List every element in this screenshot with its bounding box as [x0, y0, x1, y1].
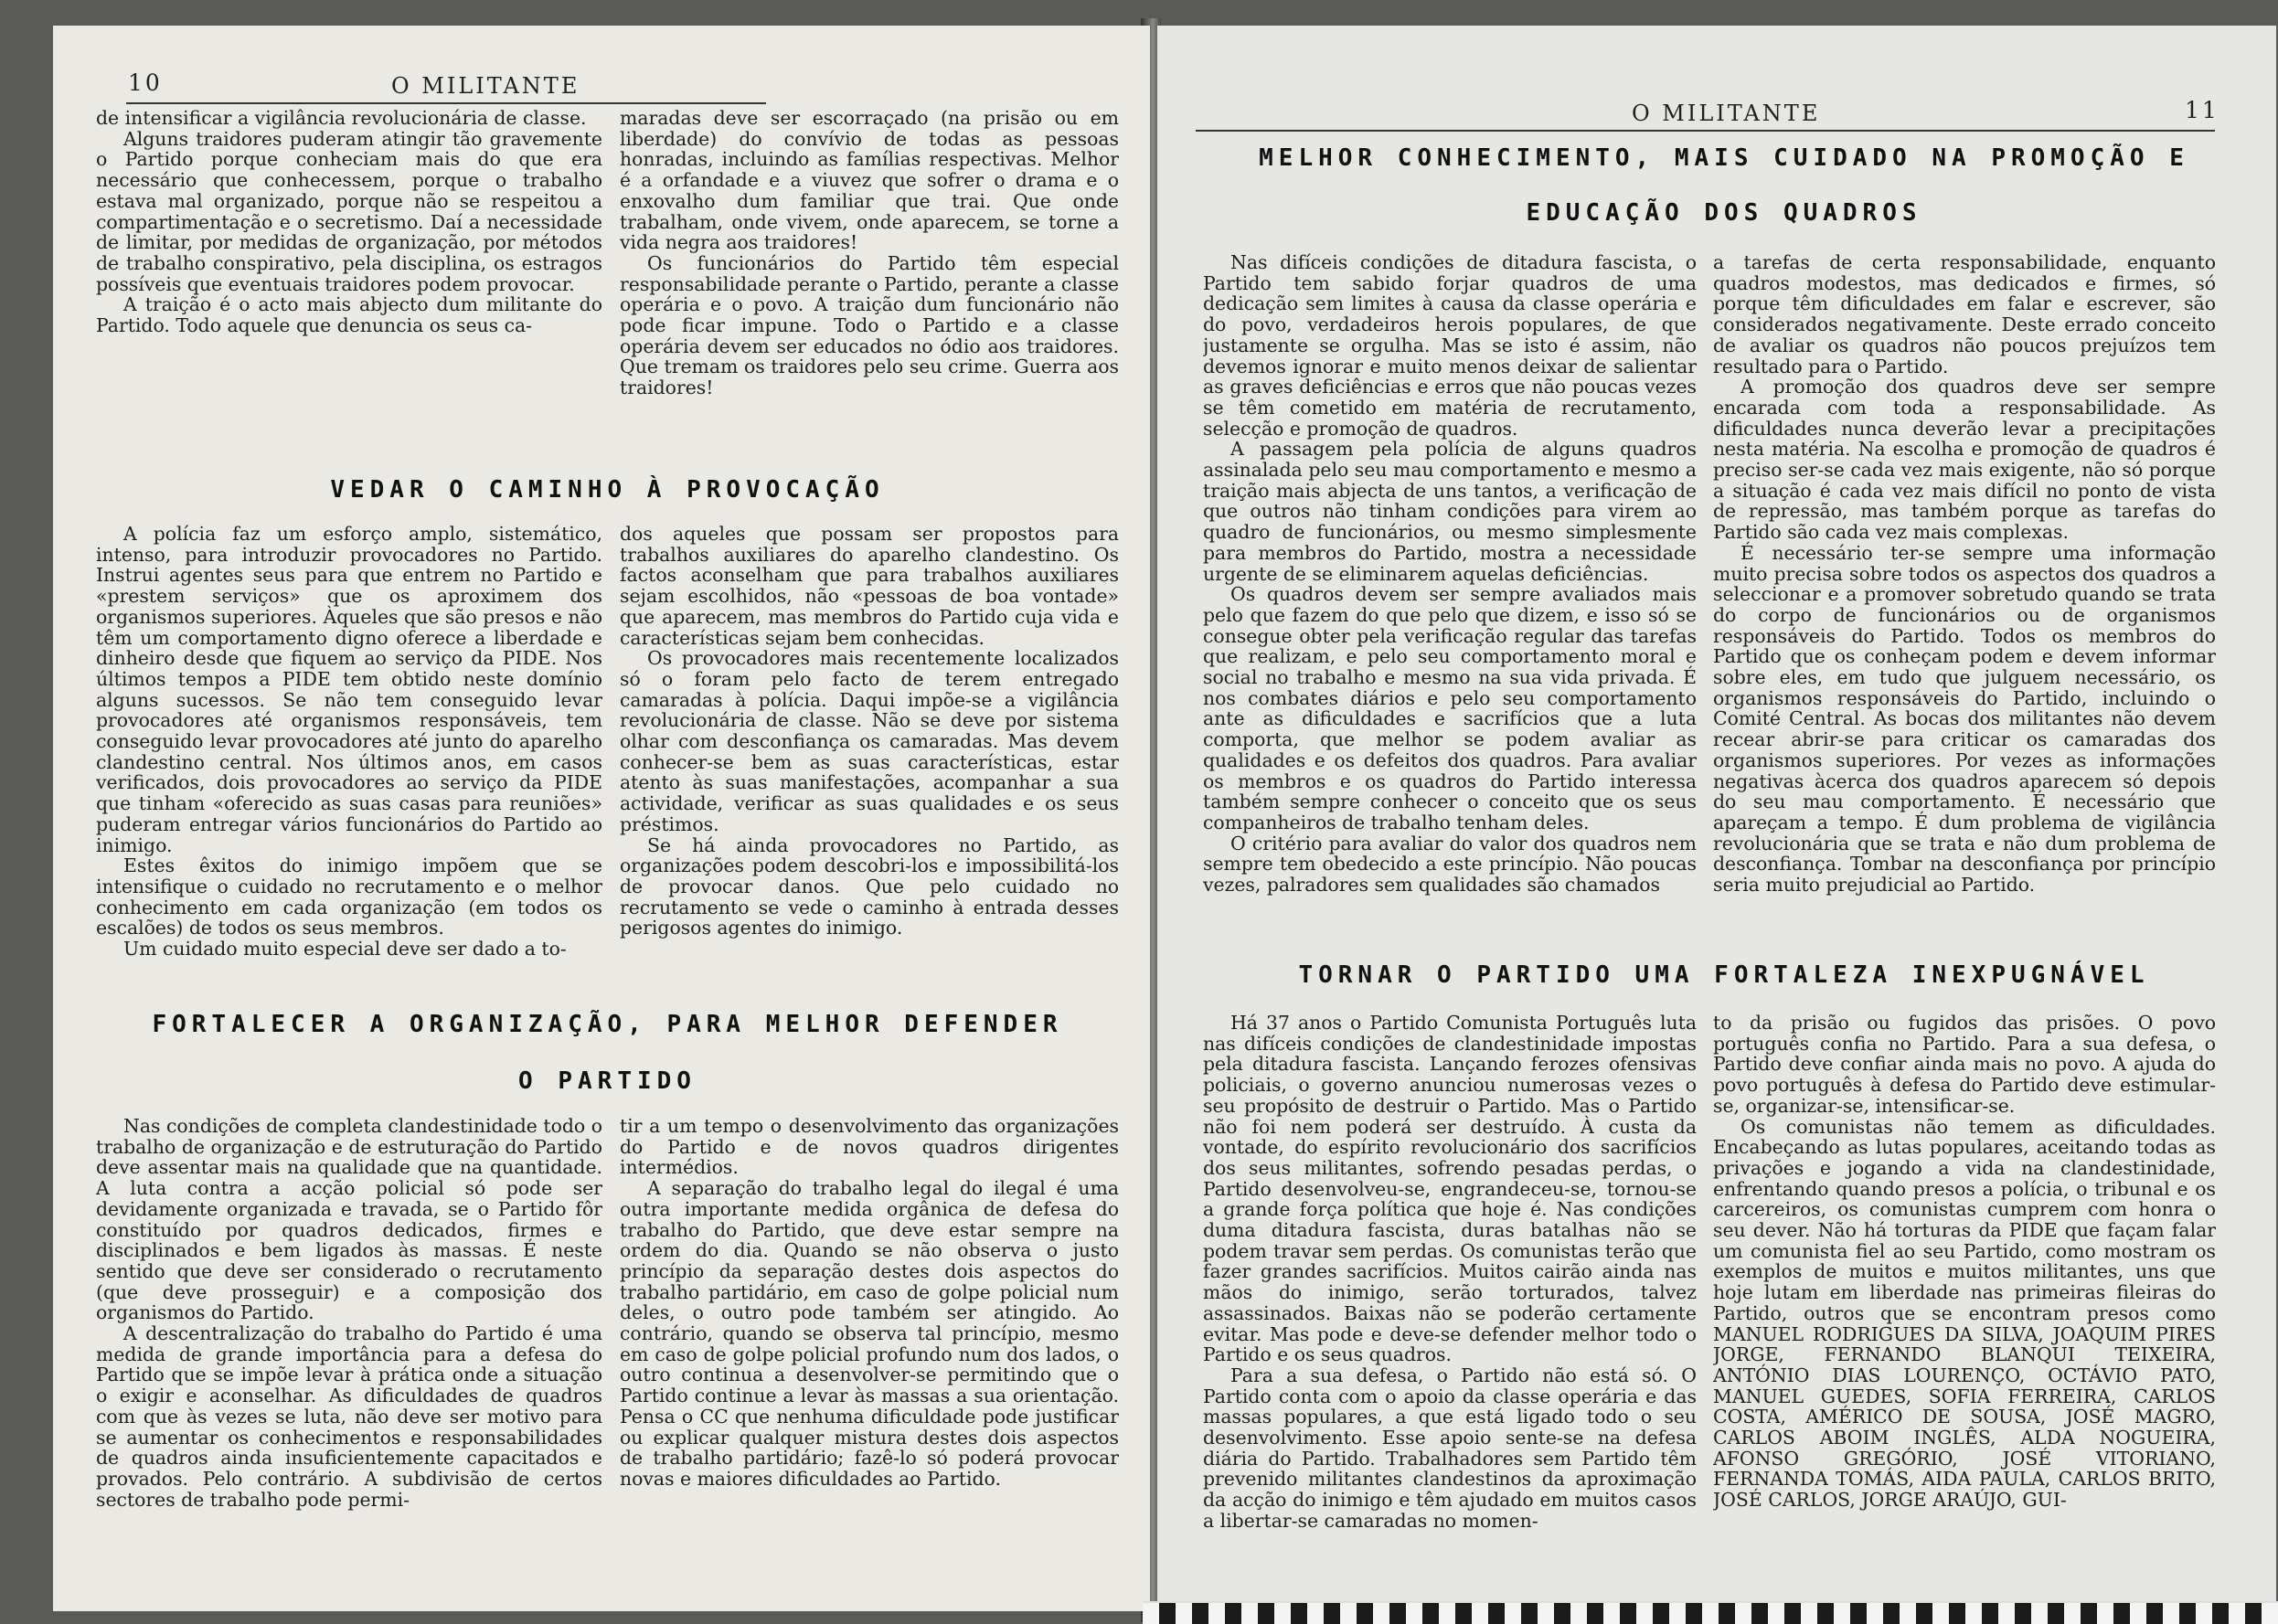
- paragraph: A passagem pela polícia de alguns quadros assinalada pelo seu mau comportamento e mesmo a traição mais abjecta de uns tantos, a verificação de que outros não tinham condições para virem ao quadro de funcionários, ou mesmo simplesmente para membros do Partido, mostra a necessidade urgente de se eliminarem aquelas deficiências.: [1203, 438, 1697, 585]
- paragraph: A traição é o acto mais abjecto dum militante do Partido. Todo aquele que denuncia os seus ca-: [96, 293, 602, 337]
- section-heading: TORNAR O PARTIDO UMA FORTALEZA INEXPUGNÁVEL: [1298, 961, 2150, 989]
- column-text: [96, 108, 602, 437]
- section-heading-line2: O PARTIDO: [518, 1067, 697, 1095]
- paragraph: Os provocadores mais recentemente localizados só o foram pelo facto de terem entregado camaradas à polícia. Daqui impõe-se a vigilância revolucionária de classe. Não se deve por sistema olhar com desconfiança os camaradas. Mas devem conhecer-se bem as suas características, estar atento às suas manifestações, acompanhar a sua actividade, verificar as suas qualidades e os seus préstimos.: [620, 647, 1119, 835]
- column-text: [96, 1116, 602, 1591]
- section-heading: VEDAR O CAMINHO À PROVOCAÇÃO: [330, 476, 885, 504]
- section-heading: MELHOR CONHECIMENTO, MAIS CUIDADO NA PROMOÇÃO E: [1259, 144, 2189, 172]
- paragraph: A polícia faz um esforço amplo, sistemático, intenso, para introduzir provocadores no Partido. Instrui agentes seus para que entrem no Partido e «prestem serviços» que os aproximem dos organismos superiores. Àqueles que são presos e não têm um comportamento digno oferece a liberdade e dinheiro desde que fiquem ao serviço da PIDE. Nos últimos tempos a PIDE tem obtido neste domínio alguns sucessos. Se não tem conseguido levar provocadores até organismos responsáveis, tem conseguido levar provocadores até junto do aparelho clandestino central. Nos últimos anos, em casos verificados, dois provocadores ao serviço da PIDE que tinham «oferecido as suas casas para reuniões» puderam entregar vários funcionários do Partido ao inimigo.: [96, 524, 602, 856]
- running-header-left: [126, 69, 766, 104]
- section-heading-line2: EDUCAÇÃO DOS QUADROS: [1526, 199, 1922, 227]
- section-heading: FORTALECER A ORGANIZAÇÃO, PARA MELHOR DEFENDER: [152, 1011, 1063, 1038]
- column-text: [620, 524, 1119, 981]
- column-text: [1203, 252, 1697, 956]
- paragraph: Nas difíceis condições de ditadura fascista, o Partido tem sabido forjar quadros de uma dedicação sem limites à causa da classe operária e do povo, verdadeiros herois populares, de que justamente se orgulha. Mas se isto é assim, não devemos ignorar e muito menos deixar de salientar as graves deficiências e erros que não poucas vezes se têm cometido em matéria de recrutamento, selecção e promoção de quadros.: [1203, 252, 1697, 440]
- column-text: [620, 1116, 1119, 1591]
- running-header-right: [1196, 97, 2219, 132]
- paragraph: dos aqueles que possam ser propostos para trabalhos auxiliares do aparelho clandestino. Os factos aconselham que para trabalhos auxiliares sejam escolhidos, não «pessoas de boa vontade» que aparecem, mas membros do Partido cuja vida e características sejam bem conhecidas.: [620, 524, 1119, 649]
- page-number: 10: [128, 69, 163, 96]
- paragraph: A promoção dos quadros deve ser sempre encarada com toda a responsabilidade. As dificuldades nunca deverão levar a precipitações nesta matéria. Na escolha e promoção de quadros é preciso ser-se cada vez mais exigente, não só porque a situação é cada vez mais difícil no ponto de vista de repressão, mas também porque as tarefas do Partido são cada vez mais complexas.: [1713, 376, 2216, 544]
- paragraph: A descentralização do trabalho do Partido é uma medida de grande importância para a defesa do Partido que se impõe levar à prática onde a situação o exigir e aconselhar. As dificuldades de quadros com que às vezes se luta, não deve ser motivo para se aumentar os conhecimentos e responsabilidades de quadros ainda insuficientemente capacitados e provados. Pelo contrário. A subdivisão de certos sectores de trabalho pode permi-: [96, 1322, 602, 1511]
- paragraph: Os funcionários do Partido têm especial responsabilidade perante o Partido, perante a classe operária e o povo. A traição dum funcionário não pode ficar impune. Todo o Partido e a classe operária devem ser educados no ódio aos traidores. Que tremam os traidores pelo seu crime. Guerra aos traidores!: [620, 251, 1119, 399]
- page-number: 11: [2185, 97, 2219, 123]
- paragraph: Um cuidado muito especial deve ser dado a to-: [123, 938, 567, 961]
- paragraph: Para a sua defesa, o Partido não está só. O Partido conta com o apoio da classe operária e das massas populares, a que está ligado todo o seu desenvolvimento. Esse apoio sente-se na defesa diária do Partido. Trabalhadores sem Partido têm prevenido militantes clandestinos da aproximação da acção do inimigo e têm ajudado em muitos casos a libertar-se camaradas no momen-: [1203, 1364, 1697, 1532]
- paragraph: A separação do trabalho legal do ilegal é uma outra importante medida orgânica de defesa do trabalho do Partido, que deve estar sempre na ordem do dia. Quando se não observa o justo princípio da separação destes dois aspectos do trabalho partidário, em caso de golpe policial num deles, o outro pode também ser atingido. Ao contrário, quando se observa tal princípio, mesmo em caso de golpe policial profundo num dos lados, o outro continua a desenvolver-se permitindo que o Partido continue a levar às massas a sua orientação. Pensa o CC que nenhuma dificuldade pode justificar ou explicar qualquer mistura destes dois aspectos de trabalho partidário; fazê-lo só poderá provocar novas e maiores dificuldades ao Partido.: [620, 1177, 1119, 1490]
- paragraph: Os comunistas não temem as dificuldades. Encabeçando as lutas populares, aceitando todas as privações e jogando a vida na clandestinidade, enfrentando quando presos a polícia, o tribunal e os carcereiros, os comunistas cumprem com honra o seu dever. Não há torturas da PIDE que façam falar um comunista fiel ao seu Partido, como mostram os exemplos de muitos e muitos militantes, uns que hoje lutam em liberdade nas primeiras fileiras do Partido, outros que se encontram presos como MANUEL RODRIGUES DA SILVA, JOAQUIM PIRES JORGE, FERNANDO BLANQUI TEIXEIRA, ANTÓNIO DIAS LOURENÇO, OCTÁVIO PATO, MANUEL GUEDES, SOFIA FERREIRA, CARLOS COSTA, AMÉRICO DE SOUSA, JOSÉ MAGRO, CARLOS ABOIM INGLÊS, ALDA NOGUEIRA, AFONSO GREGÓRIO, JOSÉ VITORIANO, FERNANDA TOMÁS, AIDA PAULA, CARLOS BRITO, JOSÉ CARLOS, JORGE ARAÚJO, GUI-: [1713, 1115, 2216, 1512]
- left-page: [53, 26, 1150, 1611]
- paragraph: Há 37 anos o Partido Comunista Português luta nas difíceis condições de clandestinidade impostas pela ditadura fascista. Lançando ferozes ofensivas policiais, o governo anunciou numerosas vezes o seu propósito de destruir o Partido. Mas o Partido não foi nem poderá ser destruído. À custa da vontade, do espírito revolucionário dos sacrifícios dos seus militantes, sofrendo pesadas perdas, o Partido desenvolveu-se, engrandeceu-se, tornou-se a grande força política que hoje é. Nas condições duma ditadura fascista, duras batalhas não se podem travar sem perdas. Os comunistas terão que fazer grandes sacrifícios. Muitos cairão ainda nas mãos do inimigo, serão torturados, talvez assassinados. Baixas não se poderão certamente evitar. Mas pode e deve-se defender melhor todo o Partido e os seus quadros.: [1203, 1013, 1697, 1366]
- paragraph: Se há ainda provocadores no Partido, as organizações podem descobri-los e impossibilitá-los de provocar danos. Que pelo cuidado no recrutamento se vede o caminho à entrada desses perigosos agentes do inimigo.: [620, 833, 1119, 939]
- paragraph: Alguns traidores puderam atingir tão gravemente o Partido porque conheciam mais do que era necessário que conhecessem, porque o trabalho estava mal organizado, porque não se respeitou a compartimentação e o secretismo. Daí a necessidade de limitar, por medidas de organização, por métodos de trabalho conspirativo, pela disciplina, os estragos possíveis que eventuais traidores podem provocar.: [96, 127, 602, 295]
- running-title: O MILITANTE: [1632, 101, 1821, 126]
- paragraph: maradas deve ser escorraçado (na prisão ou em liberdade) do convívio de todas as pessoas honradas, incluindo as famílias respectivas. Melhor é a orfandade e a viuvez que sofrer o drama e o enxovalho dum familiar que trai. Que onde trabalham, onde vivem, onde aparecem, se torne a vida negra aos traidores!: [620, 108, 1119, 254]
- paragraph: a tarefas de certa responsabilidade, enquanto quadros modestos, mas dedicados e firmes, só porque têm dificuldades em falar e escrever, são considerados negativamente. Deste errado conceito de avaliar os quadros não poucos prejuízos tem resultado para o Partido.: [1713, 252, 2216, 377]
- column-text: [1713, 252, 2216, 956]
- right-page: [1157, 26, 2276, 1611]
- column-text: [620, 108, 1119, 437]
- paragraph: Os quadros devem ser sempre avaliados mais pelo que fazem do que pelo que dizem, e isso só se consegue obter pela verificação regular das tarefas que realizam, e pelo seu comportamento moral e social no trabalho e mesmo na sua vida privada. É nos combates diários e pelo seu comportamento ante as dificuldades e sacrifícios que a luta comporta, que melhor se podem avaliar as qualidades e os defeitos dos quadros. Para avaliar os membros e os quadros do Partido interessa também sempre conhecer o conceito que os seus companheiros de trabalho tenham deles.: [1203, 583, 1697, 833]
- running-title: O MILITANTE: [391, 73, 580, 99]
- paragraph: O critério para avaliar do valor dos quadros nem sempre tem obedecido a este princípio. Não poucas vezes, palradores sem qualidades são chamados: [1203, 832, 1697, 897]
- column-text: [1203, 1013, 1697, 1607]
- paragraph: to da prisão ou fugidos das prisões. O povo português confia no Partido. Para a sua defesa, o Partido deve confiar ainda mais no povo. A ajuda do povo português à defesa do Partido deve estimular-se, organizar-se, intensificar-se.: [1713, 1013, 2216, 1117]
- paragraph: tir a um tempo o desenvolvimento das organizações do Partido e de novos quadros dirigentes intermédios.: [620, 1116, 1119, 1179]
- paragraph: Estes êxitos do inimigo impõem que se intensifique o cuidado no recrutamento e o melhor conhecimento em cada organização (em todos os escalões) de todos os seus membros.: [96, 854, 602, 939]
- paragraph: de intensificar a vigilância revolucionária de classe.: [96, 108, 587, 129]
- paragraph: Nas condições de completa clandestinidade todo o trabalho de organização e de estruturação do Partido deve assentar mais na qualidade que na quantidade. A luta contra a acção policial só pode ser devidamente organizada e travada, se o Partido fôr constituído por quadros dedicados, firmes e disciplinados e bem ligados às massas. É neste sentido que deve ser considerado o recrutamento (que deve prosseguir) e a composição dos organismos do Partido.: [96, 1116, 602, 1324]
- column-text: [1713, 1013, 2216, 1607]
- column-text: [96, 524, 602, 981]
- paragraph: É necessário ter-se sempre uma informação muito precisa sobre todos os aspectos dos quadros a seleccionar e a promover sobretudo quando se trata do corpo de funcionários ou de organismos responsáveis do Partido. Todos os membros do Partido que os conheçam podem e devem informar sobre eles, em tudo que julguem necessário, os organismos responsáveis do Partido, incluindo o Comité Central. As bocas dos militantes não devem recear abrir-se para criticar os camaradas dos organismos superiores. Por vezes as informações negativas àcerca dos quadros aparecem só depois do seu mau comportamento. É necessário que apareçam a tempo. É dum problema de vigilância revolucionária que se trata e não dum problema de desconfiança. Tombar na desconfiança por princípio seria muito prejudicial ao Partido.: [1713, 541, 2216, 897]
- color-scale-bar: [1143, 1601, 2278, 1624]
